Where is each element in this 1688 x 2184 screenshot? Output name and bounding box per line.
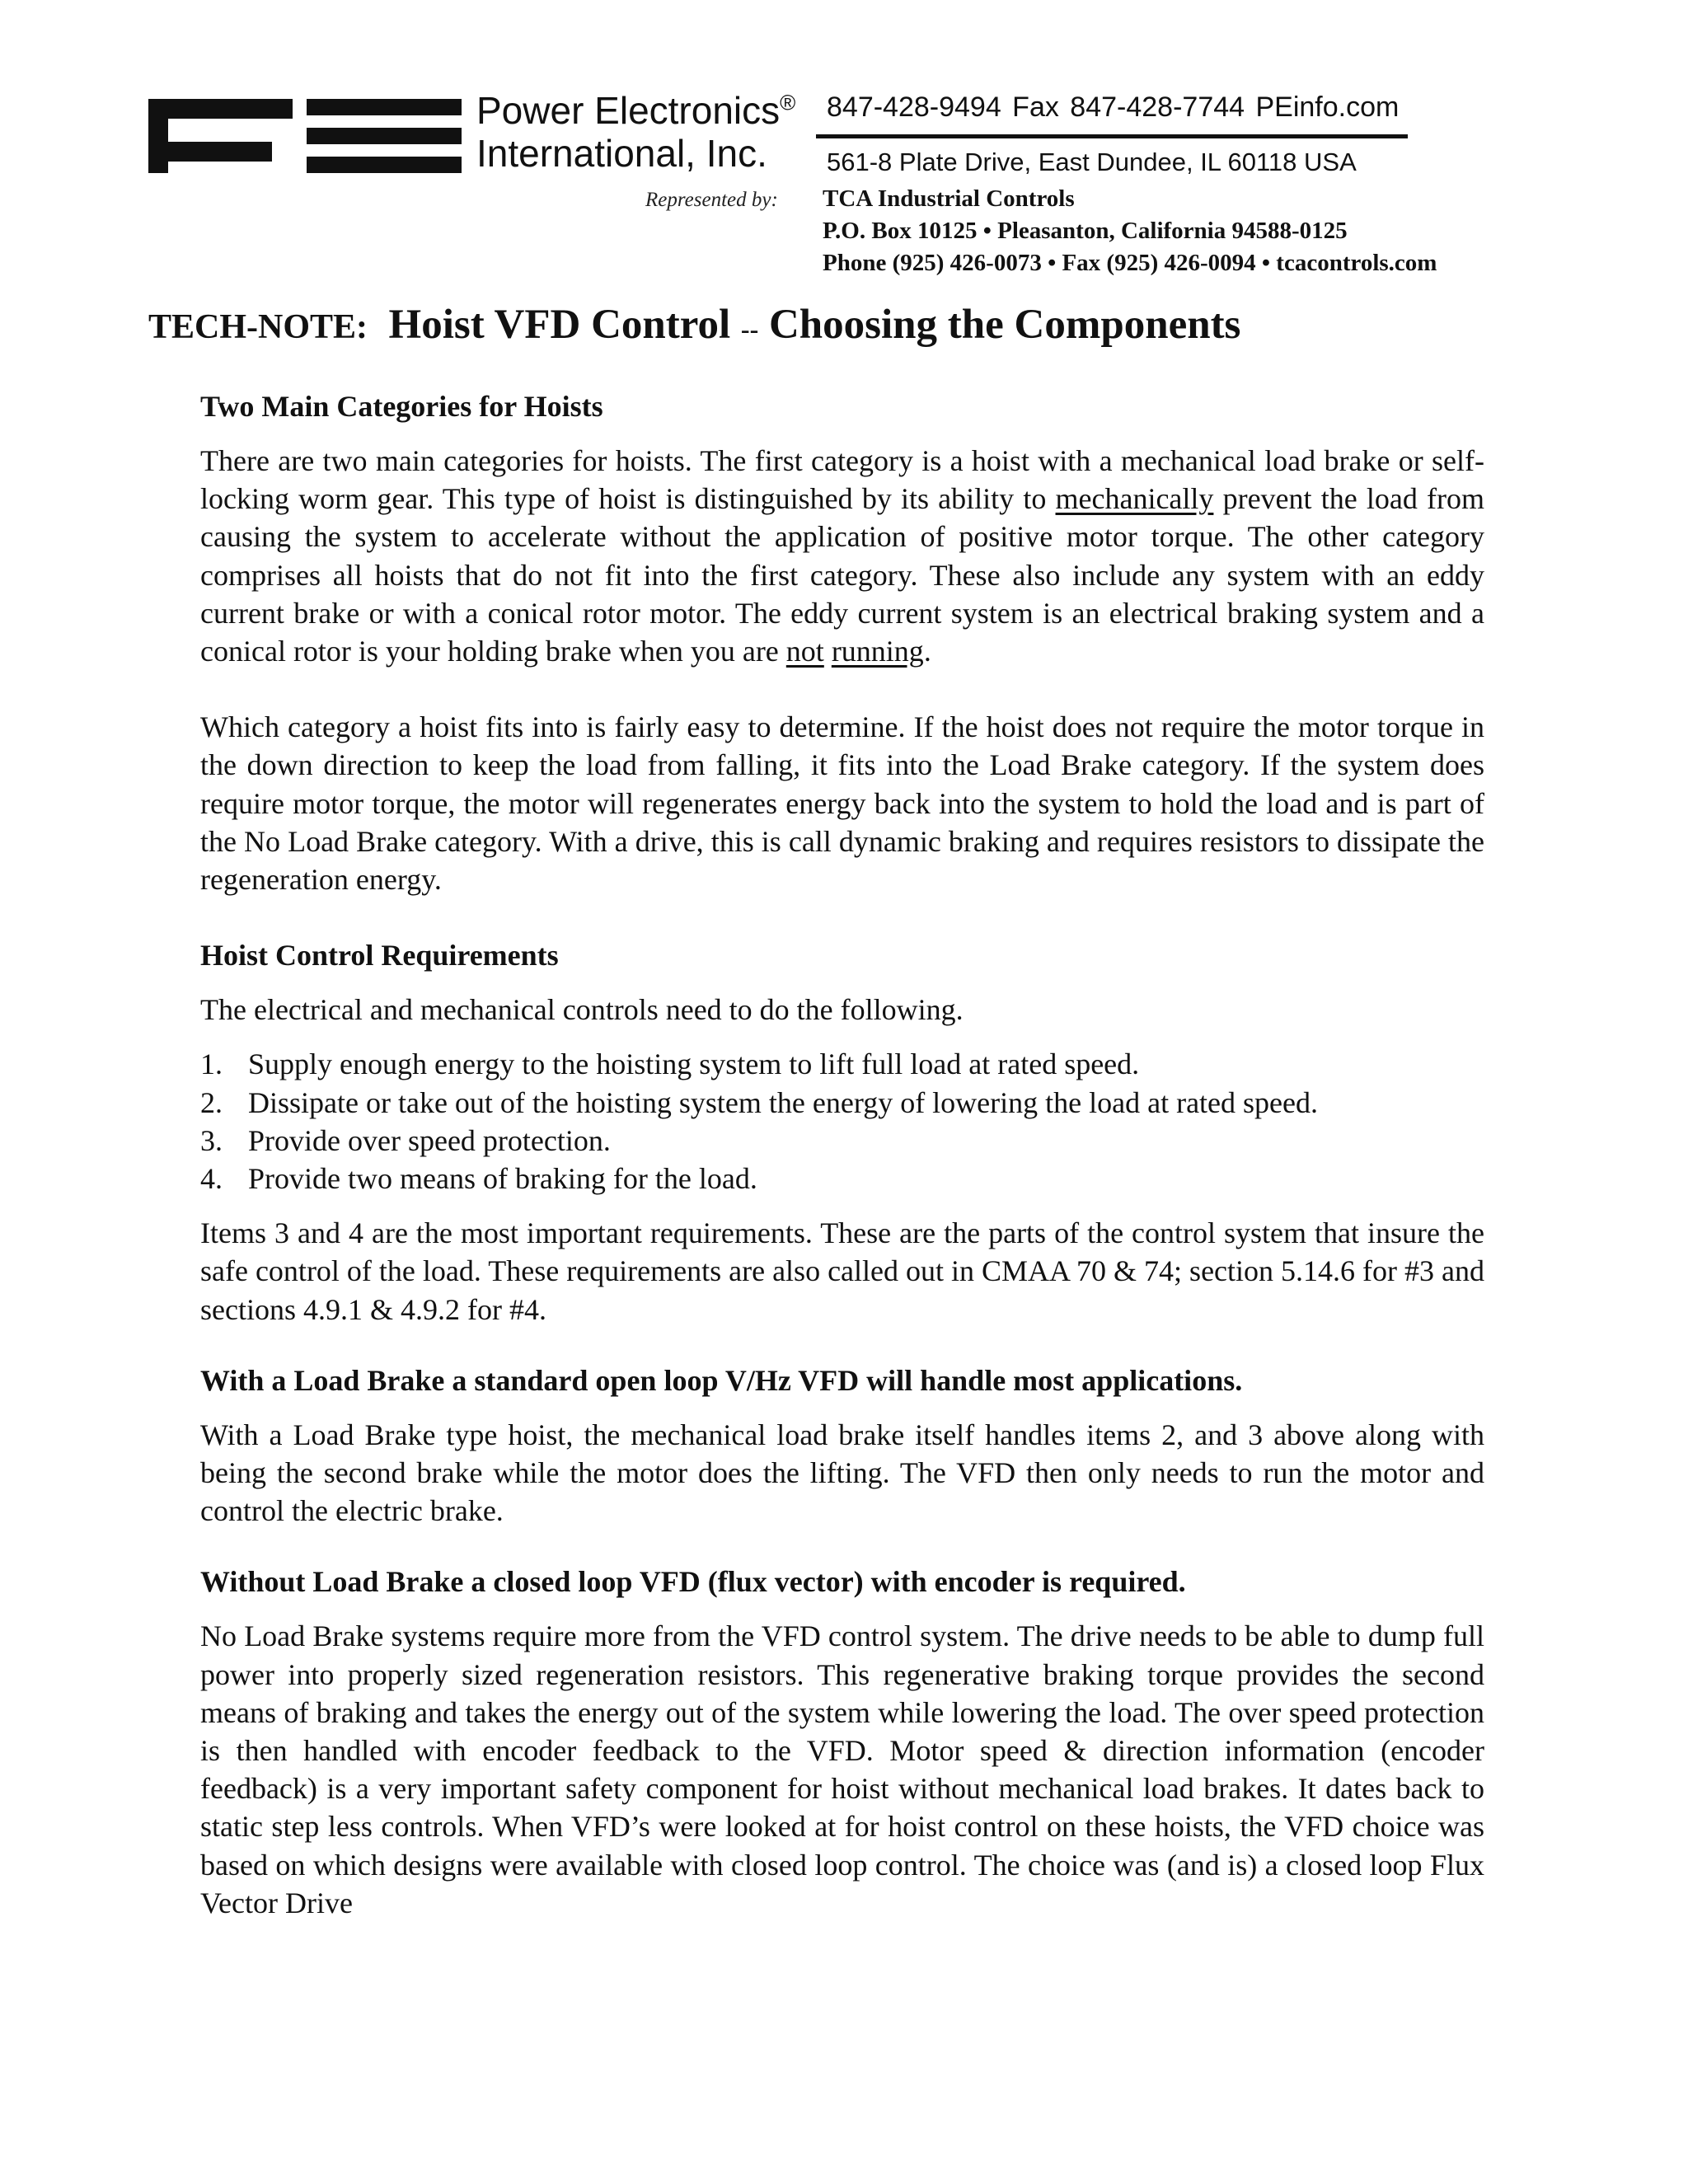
heading-categories: Two Main Categories for Hoists [200, 390, 603, 423]
representative-block [823, 183, 1437, 279]
registered-mark: ® [780, 90, 796, 115]
underlined-mechanically: mechanically [1055, 482, 1214, 516]
title-separator: -- [740, 314, 759, 344]
letterhead [0, 0, 1688, 276]
title-part1: Hoist VFD Control [388, 302, 731, 348]
list-item-number: 2. [200, 1085, 223, 1119]
list-item [200, 1122, 1484, 1160]
heading-requirements: Hoist Control Requirements [200, 939, 559, 972]
list-item-text: Provide two means of braking for the load. [248, 1162, 757, 1196]
paragraph-load-brake: With a Load Brake type hoist, the mechanical load brake itself handles items 2, and 3 above along with being the second brake while the motor does the lifting. The VFD then only needs to run the motor and control the electric brake. [200, 1418, 1484, 1528]
underlined-not: not [785, 635, 824, 668]
underlined-running: running [831, 635, 924, 668]
document-body [200, 387, 1484, 1922]
list-item-number: 1. [200, 1047, 223, 1081]
list-item-number: 3. [200, 1123, 223, 1157]
requirements-intro: The electrical and mechanical controls need to do the following. [200, 993, 964, 1027]
p1-text-end: . [923, 635, 931, 668]
p1-text-a: There are two main categories for hoists. The first category is a hoist with a mechanical load brake or self-locking worm gear. This type of hoist is distinguished by its ability to [200, 444, 1484, 516]
rep-name: TCA Industrial Controls [823, 185, 1075, 212]
rep-contact: Phone (925) 426-0073 • Fax (925) 426-0094 • tcacontrols.com [823, 250, 1437, 276]
company-line2: International, Inc. [476, 132, 767, 175]
paragraph-which-category: Which category a hoist fits into is fairly easy to determine. If the hoist does not require the motor torque in the down direction to keep the load from falling, it fits into the Load Brake category. If the system does require motor torque, the motor will regenerates energy back into the system to hold the load and is part of the No Load Brake category. With a drive, this is call dynamic braking and requires resistors to dissipate the regeneration energy. [200, 710, 1484, 897]
list-item-text: Dissipate or take out of the hoisting system the energy of lowering the load at rated speed. [248, 1085, 1319, 1119]
paragraph-no-load-brake: No Load Brake systems require more from the VFD control system. The drive needs to be able to dump full power into properly sized regeneration resistors. This regenerative braking torque provides the second means of braking and takes the energy out of the system while lowering the load. The over speed protection is then handled with encoder feedback to the VFD. Motor speed & direction information (encoder feedback) is a very important safety component for hoist without mechanical load brakes. It dates back to static step less controls. When VFD’s were looked at for hoist control on these hoists, the VFD choice was based on which designs were available with closed loop control. The choice was (and is) a closed loop Flux Vector Drive [200, 1619, 1484, 1919]
contact-divider [816, 134, 1408, 138]
paragraph-categories [200, 442, 1484, 670]
company-phone-fax-web: 847-428-9494 Fax 847-428-7744 PEinfo.com [827, 91, 1400, 123]
company-line1: Power Electronics [476, 89, 781, 132]
company-name [476, 89, 795, 175]
list-item [200, 1084, 1484, 1122]
list-item [200, 1160, 1484, 1197]
list-item-number: 4. [200, 1162, 223, 1196]
paragraph-items-3-4: Items 3 and 4 are the most important requirements. These are the parts of the control system that insure the safe control of the load. These requirements are also called out in CMAA 70 & 74; section 5.14.6 for #3 and sections 4.9.1 & 4.9.2 for #4. [200, 1216, 1484, 1326]
heading-load-brake: With a Load Brake a standard open loop V/Hz VFD will handle most applications. [200, 1363, 1243, 1397]
requirements-list [200, 1045, 1484, 1197]
list-item-text: Supply enough energy to the hoisting system to lift full load at rated speed. [248, 1047, 1140, 1081]
title-prefix: TECH-NOTE: [148, 308, 368, 346]
company-address: 561-8 Plate Drive, East Dundee, IL 60118 USA [827, 148, 1357, 176]
rep-address: P.O. Box 10125 • Pleasanton, California 94588-0125 [823, 218, 1348, 244]
list-item-text: Provide over speed protection. [248, 1123, 611, 1157]
list-item [200, 1045, 1484, 1083]
represented-by-label: Represented by: [645, 189, 778, 211]
pe-logo [148, 99, 462, 173]
document-title [148, 300, 1240, 354]
title-part2: Choosing the Components [768, 302, 1241, 348]
heading-no-load-brake: Without Load Brake a closed loop VFD (flux vector) with encoder is required. [200, 1565, 1186, 1599]
p1-text-b: prevent the load from causing the system to accelerate without the application of positive motor torque. The other category comprises all hoists that do not fit into the first category. These also include any system with an eddy current brake or with a conical rotor motor. The eddy current system is an electrical braking system and a conical rotor is your holding brake when you are [200, 482, 1484, 668]
